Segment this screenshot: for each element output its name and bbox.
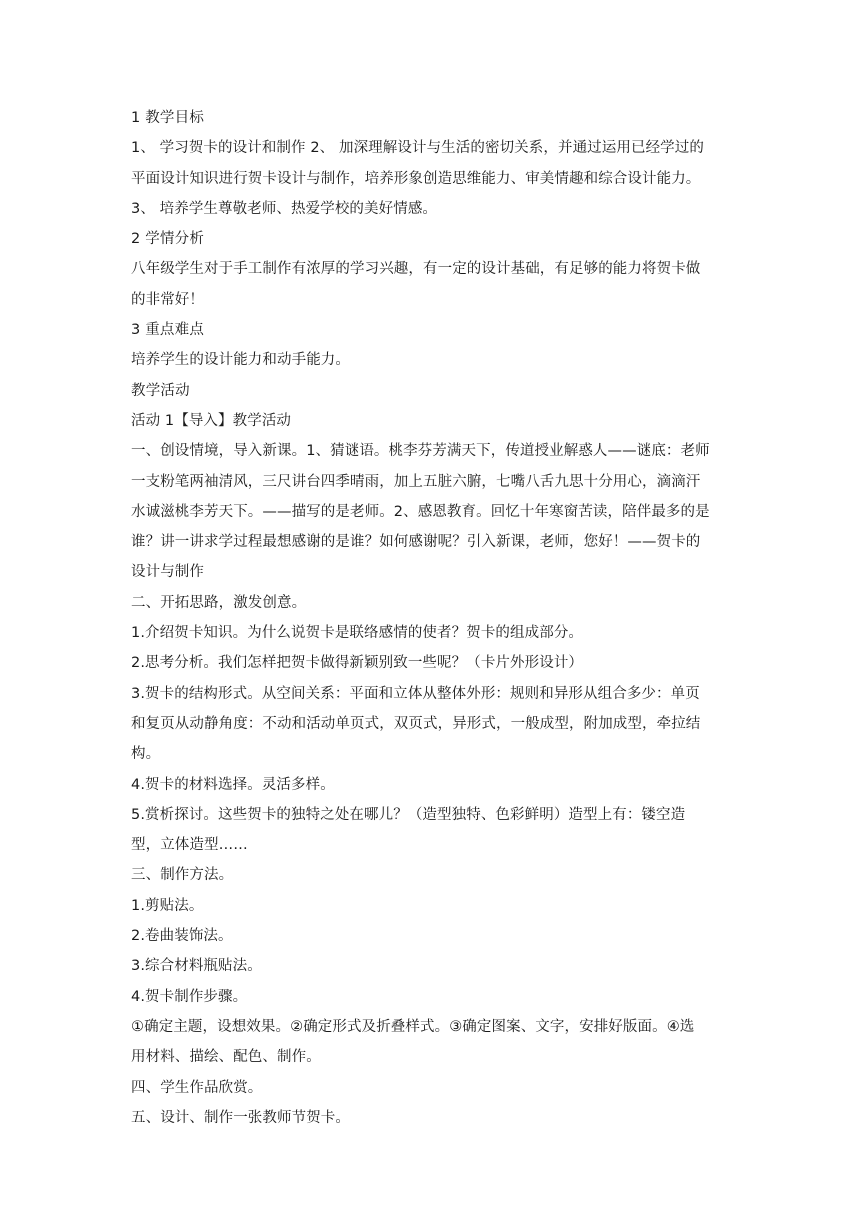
paragraph-line: 培养学生的设计能力和动手能力。	[131, 352, 350, 369]
activity-title: 活动 1【导入】教学活动	[131, 412, 292, 429]
section-heading-teaching-goals: 1 教学目标	[131, 110, 205, 126]
paragraph-line: 八年级学生对于手工制作有浓厚的学习兴趣，有一定的设计基础，有足够的能力将贺卡做	[131, 261, 701, 278]
paragraph-line: 设计与制作	[131, 564, 204, 581]
list-item: 5.赏析探讨。这些贺卡的独特之处在哪儿？（造型独特、色彩鲜明）造型上有：镂空造	[131, 806, 686, 823]
paragraph-line: 的非常好！	[131, 291, 204, 308]
list-item: 4.贺卡制作步骤。	[131, 988, 248, 1005]
list-item: 4.贺卡的材料选择。灵活多样。	[131, 776, 335, 793]
paragraph-line: 三、制作方法。	[131, 867, 234, 884]
section-heading-teaching-activities: 教学活动	[131, 382, 190, 399]
paragraph-line: 一支粉笔两袖清风，三尺讲台四季晴雨，加上五脏六腑，七嘴八舌九思十分用心，滴滴汗	[131, 473, 701, 490]
list-item: 3.综合材料瓶贴法。	[131, 958, 262, 975]
list-item: 3.贺卡的结构形式。从空间关系：平面和立体从整体外形：规则和异形从组合多少：单页	[131, 685, 700, 702]
paragraph-line: 五、设计、制作一张教师节贺卡。	[131, 1109, 350, 1126]
paragraph-line: 谁？讲一讲求学过程最想感谢的是谁？如何感谢呢？引入新课，老师，您好！——贺卡的	[131, 534, 701, 551]
paragraph-line: 3、 培养学生尊敬老师、热爱学校的美好情感。	[131, 200, 438, 217]
list-item: 1.介绍贺卡知识。为什么说贺卡是联络感情的使者？贺卡的组成部分。	[131, 625, 584, 642]
paragraph-line: ①确定主题，设想效果。②确定形式及折叠样式。③确定图案、文字，安排好版面。④选	[131, 1018, 695, 1035]
paragraph-line: 构。	[131, 746, 161, 763]
paragraph-line: 二、开拓思路，激发创意。	[131, 594, 307, 611]
paragraph-line: 水诚滋桃李芳天下。——描写的是老师。2、感恩教育。回忆十年寒窗苦读，陪伴最多的是	[131, 503, 710, 520]
paragraph-line: 平面设计知识进行贺卡设计与制作，培养形象创造思维能力、审美情趣和综合设计能力。	[131, 170, 701, 187]
section-heading-student-analysis: 2 学情分析	[131, 231, 205, 248]
paragraph-line: 用材料、描绘、配色、制作。	[131, 1049, 321, 1066]
section-heading-key-points: 3 重点难点	[131, 322, 205, 339]
paragraph-line: 型，立体造型……	[131, 837, 248, 854]
paragraph-line: 四、学生作品欣赏。	[131, 1079, 263, 1096]
paragraph-line: 和复页从动静角度：不动和活动单页式，双页式，异形式，一般成型，附加成型，牵拉结	[131, 715, 701, 732]
list-item: 2.卷曲装饰法。	[131, 928, 233, 945]
paragraph-line: 1、 学习贺卡的设计和制作 2、 加深理解设计与生活的密切关系，并通过运用已经学过的	[131, 140, 704, 157]
list-item: 2.思考分析。我们怎样把贺卡做得新颖别致一些呢？（卡片外形设计）	[131, 655, 584, 672]
paragraph-line: 一、创设情境，导入新课。1、猜谜语。桃李芬芳满天下，传道授业解惑人——谜底：老师	[131, 443, 710, 460]
list-item: 1.剪贴法。	[131, 897, 204, 914]
